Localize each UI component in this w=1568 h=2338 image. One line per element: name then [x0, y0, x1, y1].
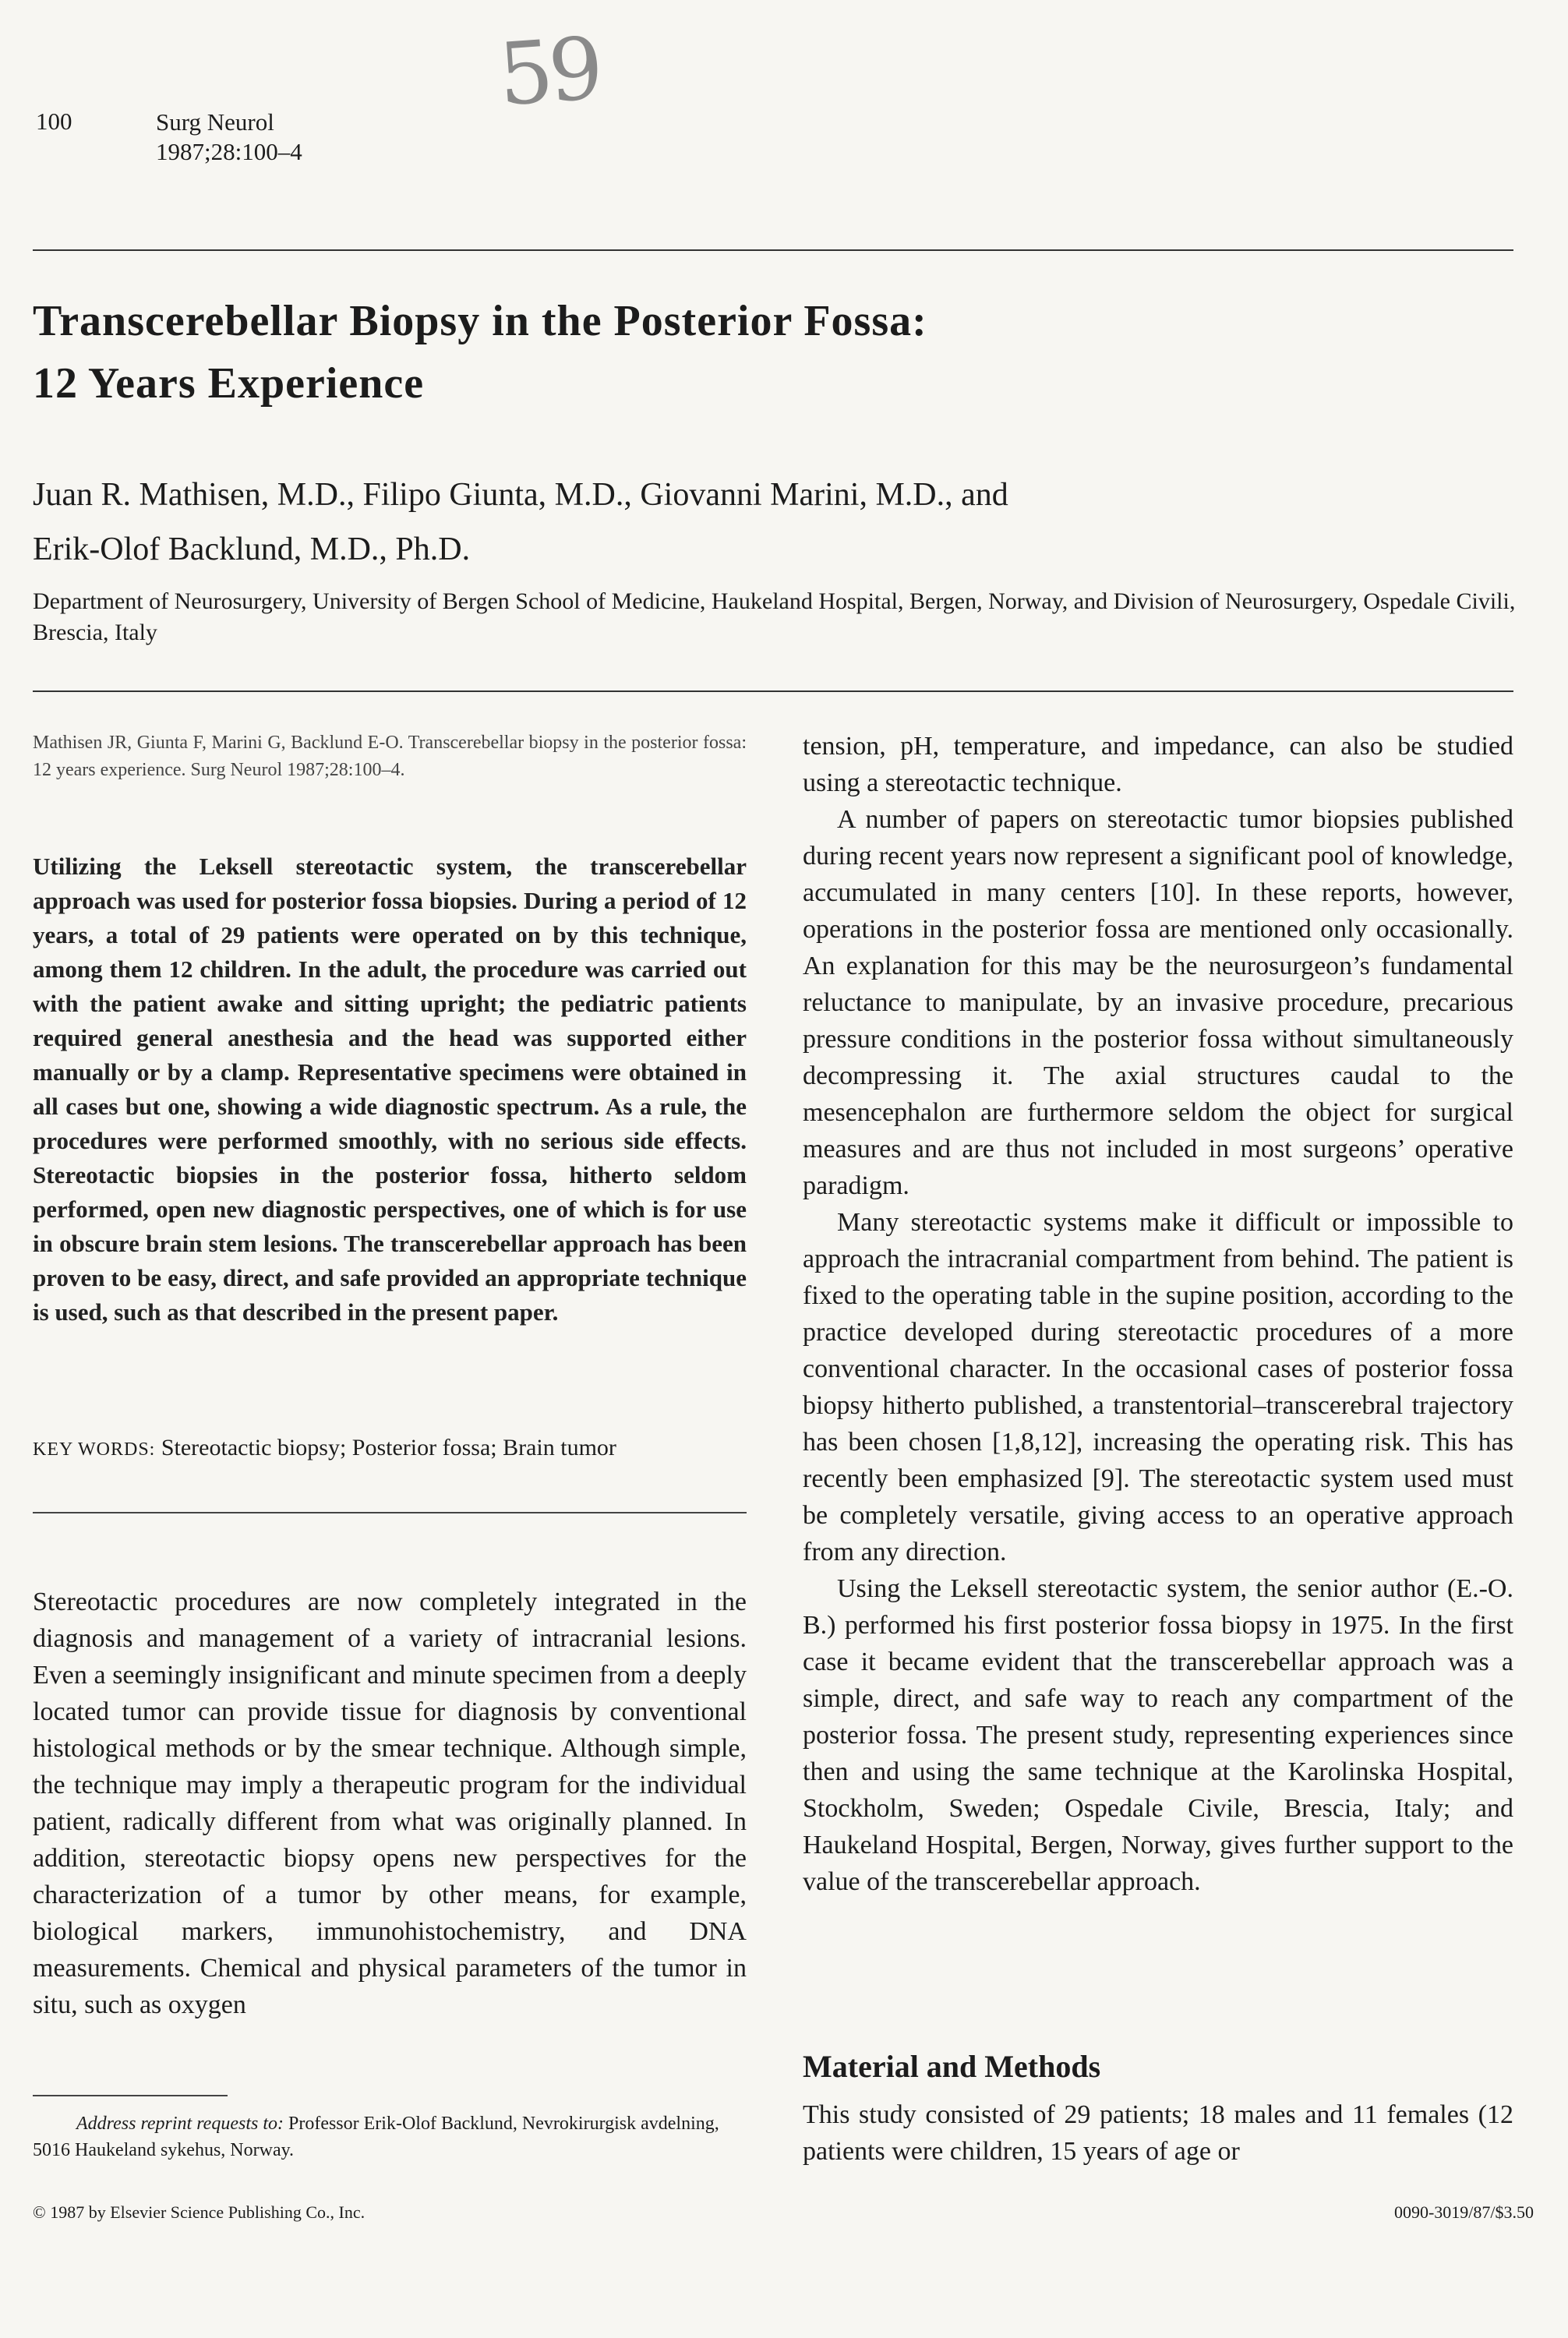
- authors-line-2: Erik-Olof Backlund, M.D., Ph.D.: [33, 532, 471, 567]
- keywords-text: Stereotactic biopsy; Posterior fossa; Brain tumor: [161, 1435, 616, 1460]
- title-line-1: Transcerebellar Biopsy in the Posterior Fossa:: [33, 297, 927, 345]
- affiliation: Department of Neurosurgery, University of Bergen School of Medicine, Haukeland Hospital, Bergen, Norway, and Division of Neurosurgery, Ospedale Civili, Brescia, Italy: [33, 588, 1516, 645]
- methods-text: [803, 2096, 1513, 2170]
- keywords-label: KEY WORDS:: [33, 1439, 156, 1460]
- paragraph: This study consisted of 29 patients; 18 males and 11 females (12 patients were children, 15 years of age or: [803, 2100, 1513, 2166]
- page-number: 100: [36, 108, 72, 135]
- paragraph: tension, pH, temperature, and impedance, can also be studied using a stereotactic technique.: [803, 732, 1513, 797]
- issn-code: 0090-3019/87/$3.50: [1393, 2202, 1534, 2222]
- keywords: [33, 1432, 747, 1465]
- footnote: [33, 2110, 747, 2163]
- top-divider: [33, 249, 1513, 251]
- paragraph: Many stereotactic systems make it difficult or impossible to approach the intracranial compartment from behind. The patient is fixed to the operating table in the supine position, according to the practice developed during stereotactic procedures of a more conventional character. In the occasional cases of posterior fossa biopsy hitherto published, a transtentorial–transcerebral trajectory has been chosen [1,8,12], increasing the operating risk. This has recently been emphasized [9]. The stereotactic system used must be completely versatile, giving access to an operative approach from any direction.: [803, 1208, 1513, 1566]
- paragraph: A number of papers on stereotactic tumor biopsies published during recent years now represent a significant pool of knowledge, accumulated in many centers [10]. In these reports, however, operations in the posterior fossa are mentioned only occasionally. An explanation for this may be the neurosurgeon’s fundamental reluctance to manipulate, by an invasive procedure, precarious pressure conditions in the posterior fossa without simultaneously decompressing it. The axial structures caudal to the mesencephalon are furthermore seldom the object for surgical measures and are thus not included in most surgeons’ operative paradigm.: [803, 805, 1513, 1200]
- citation: Mathisen JR, Giunta F, Marini G, Backlund E-O. Transcerebellar biopsy in the posterior fossa: 12 years experience. Surg Neurol 1987;28:100–4.: [33, 733, 747, 780]
- intro-paragraph: Stereotactic procedures are now completely integrated in the diagnosis and management of a variety of intracranial lesions. Even a seemingly insignificant and minute specimen from a deeply located tumor can provide tissue for diagnosis by conventional histological methods or by the smear technique. Although simple, the technique may imply a therapeutic program for the individual patient, radically different from what was originally planned. In addition, stereotactic biopsy opens new perspectives for the characterization of a tumor by other means, for example, biological markers, immunohistochemistry, and DNA measurements. Chemical and physical parameters of the tumor in situ, such as oxygen: [33, 1588, 747, 2019]
- header-divider: [33, 690, 1513, 692]
- footnote-text: Professor Erik-Olof Backlund, Nevrokirurgisk avdelning, 5016 Haukeland sykehus, Norway.: [33, 2114, 719, 2160]
- body-text-right: [803, 728, 1513, 1900]
- abstract-divider: [33, 1512, 747, 1513]
- title-line-2: 12 Years Experience: [33, 359, 425, 408]
- article-title: [33, 290, 1436, 415]
- footnote-label: Address reprint requests to:: [76, 2114, 284, 2134]
- copyright: © 1987 by Elsevier Science Publishing Co., Inc.: [33, 2202, 366, 2222]
- author-list: [33, 468, 1358, 577]
- journal-volume: 1987;28:100–4: [156, 138, 302, 165]
- section-heading: Material and Methods: [803, 2049, 1101, 2084]
- body-text-left: [33, 1584, 747, 2023]
- authors-line-1: Juan R. Mathisen, M.D., Filipo Giunta, M.D., Giovanni Marini, M.D., and: [33, 477, 1008, 513]
- abstract: Utilizing the Leksell stereotactic system, the transcerebellar approach was used for posterior fossa biopsies. During a period of 12 years, a total of 29 patients were operated on by this technique, among them 12 children. In the adult, the procedure was carried out with the patient awake and sitting upright; the pediatric patients required general anesthesia and the head was supported either manually or by a clamp. Representative specimens were obtained in all cases but one, showing a wide diagnostic spectrum. As a rule, the procedures were performed smoothly, with no serious side effects. Stereotactic biopsies in the posterior fossa, hitherto seldom performed, open new diagnostic perspectives, one of which is for use in obscure brain stem lesions. The transcerebellar approach has been proven to be easy, direct, and safe provided an appropriate technique is used, such as that described in the present paper.: [33, 853, 747, 1326]
- journal-name: Surg Neurol: [156, 108, 274, 136]
- footnote-divider: [33, 2095, 228, 2096]
- paragraph: Using the Leksell stereotactic system, the senior author (E.-O. B.) performed his first posterior fossa biopsy in 1975. In the first case it became evident that the transcerebellar approach was a simple, direct, and safe way to reach any compartment of the posterior fossa. The present study, representing experiences since then and using the same technique at the Karolinska Hospital, Stockholm, Sweden; Ospedale Civile, Brescia, Italy; and Haukeland Hospital, Bergen, Norway, gives further support to the value of the transcerebellar approach.: [803, 1574, 1513, 1896]
- journal-reference: [156, 108, 302, 167]
- handwritten-page-mark: 59: [495, 18, 602, 125]
